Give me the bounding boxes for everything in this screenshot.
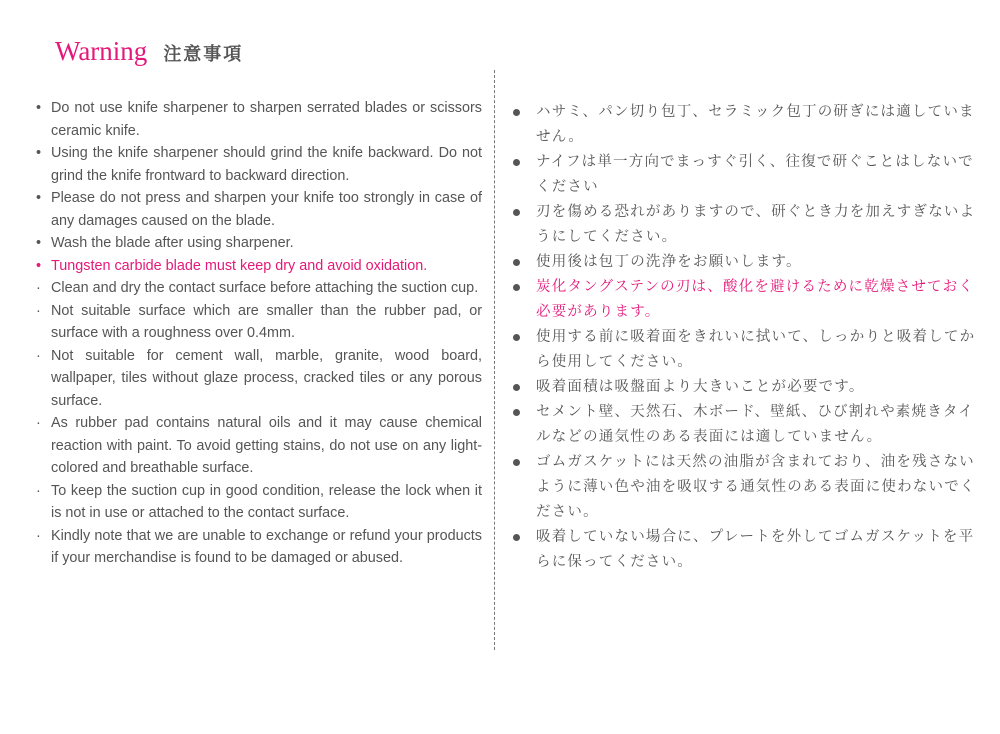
- japanese-warning-item: [510, 325, 980, 375]
- english-warning-item: [36, 480, 482, 525]
- english-warnings-column: [36, 97, 482, 570]
- english-warning-item: [36, 97, 482, 142]
- warning-text: Please do not press and sharpen your knife too strongly in case of any damages caused on the blade.: [51, 190, 482, 229]
- bullet-icon: •: [36, 235, 42, 251]
- japanese-warning-item-highlighted: [510, 275, 980, 325]
- bullet-dot-icon: [513, 159, 520, 166]
- warning-title-japanese: 注意事項: [163, 44, 244, 65]
- japanese-warning-item: [510, 450, 980, 525]
- bullet-dot-icon: [513, 259, 520, 266]
- warning-text: Not suitable surface which are smaller than the rubber pad, or surface with a roughness over 0.4mm.: [51, 302, 482, 341]
- bullet-dot-icon: [513, 109, 520, 116]
- warning-text: Do not use knife sharpener to sharpen serrated blades or scissors ceramic knife.: [51, 100, 482, 139]
- bullet-icon: ·: [36, 280, 41, 296]
- bullet-icon: ·: [36, 347, 41, 364]
- warning-text: ハサミ、パン切り包丁、セラミック包丁の研ぎには適していません。: [536, 104, 975, 145]
- bullet-dot-icon: [513, 459, 520, 466]
- warning-text: Using the knife sharpener should grind the knife backward. Do not grind the knife frontward to backward direction.: [51, 145, 482, 184]
- bullet-icon: ·: [36, 527, 41, 544]
- bullet-icon: ·: [36, 302, 41, 319]
- warning-text: 使用する前に吸着面をきれいに拭いて、しっかりと吸着してから使用してください。: [536, 329, 976, 370]
- warning-title: Warning: [55, 36, 148, 66]
- english-warning-item: [36, 187, 482, 232]
- japanese-warning-item: [510, 375, 980, 400]
- bullet-dot-icon: [513, 284, 520, 291]
- warning-text: Wash the blade after using sharpener.: [51, 235, 294, 251]
- english-warning-item: [36, 525, 482, 570]
- japanese-warnings-column: [510, 100, 980, 575]
- warning-text: 炭化タングステンの刃は、酸化を避けるために乾燥させておく必要があります。: [536, 279, 975, 320]
- dashed-divider: [494, 70, 495, 650]
- page-header: [55, 36, 243, 67]
- bullet-dot-icon: [513, 209, 520, 216]
- bullet-icon: ·: [36, 482, 41, 499]
- warning-text: To keep the suction cup in good condition, release the lock when it is not in use or attached to the contact surface.: [51, 482, 482, 521]
- english-warning-item: [36, 232, 482, 255]
- english-warning-item: [36, 300, 482, 345]
- bullet-icon: •: [36, 190, 42, 206]
- bullet-icon: •: [36, 257, 42, 274]
- warning-text: ゴムガスケットには天然の油脂が含まれており、油を残さないように薄い色や油を吸収する通気性のある表面に使わないでください。: [536, 454, 976, 520]
- japanese-warning-item: [510, 250, 980, 275]
- japanese-warning-list: [510, 100, 980, 575]
- warning-text: 吸着していない場合に、プレートを外してゴムガスケットを平らに保ってください。: [536, 529, 975, 570]
- japanese-warning-item: [510, 400, 980, 450]
- warning-text: 吸着面積は吸盤面より大きいことが必要です。: [536, 379, 865, 395]
- bullet-dot-icon: [513, 334, 520, 341]
- japanese-warning-item: [510, 525, 980, 575]
- warning-text: Kindly note that we are unable to exchange or refund your products if your merchandise is found to be damaged or abused.: [51, 527, 482, 566]
- warning-text: ナイフは単一方向でまっすぐ引く、往復で研ぐことはしないでください: [536, 154, 974, 195]
- japanese-warning-item: [510, 200, 980, 250]
- warning-text: As rubber pad contains natural oils and it may cause chemical reaction with paint. To avoid getting stains, do not use on any light-colored and breathable surface.: [51, 415, 482, 476]
- bullet-dot-icon: [513, 409, 520, 416]
- japanese-warning-item: [510, 150, 980, 200]
- english-warning-item: [36, 345, 482, 413]
- warning-text: Tungsten carbide blade must keep dry and avoid oxidation.: [51, 257, 428, 274]
- bullet-dot-icon: [513, 384, 520, 391]
- bullet-icon: •: [36, 100, 42, 116]
- bullet-icon: •: [36, 145, 42, 161]
- english-warning-item-highlighted: [36, 255, 482, 278]
- english-warning-item: [36, 277, 482, 300]
- warning-text: Clean and dry the contact surface before attaching the suction cup.: [51, 280, 479, 296]
- english-warning-list: [36, 97, 482, 570]
- english-warning-item: [36, 142, 482, 187]
- japanese-warning-item: [510, 100, 980, 150]
- bullet-icon: ·: [36, 415, 41, 431]
- warning-text: Not suitable for cement wall, marble, granite, wood board, wallpaper, tiles without glaze process, cracked tiles or any porous surface.: [51, 347, 482, 409]
- english-warning-item: [36, 412, 482, 480]
- warning-text: 使用後は包丁の洗浄をお願いします。: [536, 254, 802, 270]
- warning-text: セメント壁、天然石、木ボード、壁紙、ひび割れや素焼きタイルなどの通気性のある表面には適していません。: [536, 404, 975, 445]
- warning-text: 刃を傷める恐れがありますので、研ぐとき力を加えすぎないようにしてください。: [536, 204, 976, 245]
- bullet-dot-icon: [513, 534, 520, 541]
